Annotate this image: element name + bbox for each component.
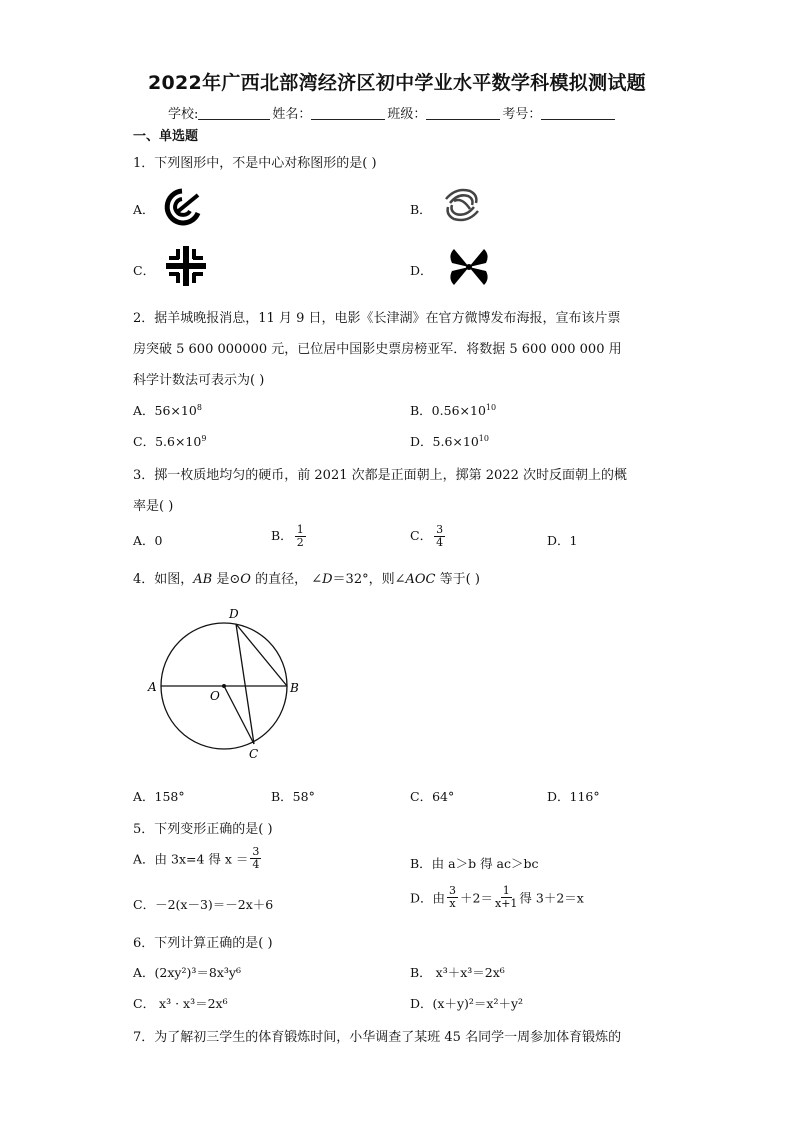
cross-logo-icon (164, 244, 208, 288)
butterfly-logo-icon (446, 245, 492, 289)
name-blank (311, 107, 385, 120)
exam-no-blank (541, 107, 615, 120)
q3-line2: 率是( ) (133, 499, 174, 514)
q3-option-a: A．0 (133, 533, 163, 548)
page-title: 2022年广西北部湾经济区初中学业水平数学科模拟测试题 (148, 72, 646, 94)
q2-line2: 房突破 5 600 000000 元，已位居中国影史票房榜亚军．将数据 5 600 000 000 用 (133, 342, 622, 357)
q4-option-d: D．116° (547, 789, 600, 804)
class-label: 班级： (387, 107, 427, 122)
center-point (222, 684, 226, 688)
q4-option-c: C．64° (410, 789, 455, 804)
exam-no-label: 考号： (502, 107, 542, 122)
q5-stem: 5．下列变形正确的是( ) (133, 822, 273, 837)
section-heading: 一、单选题 (133, 129, 199, 144)
e-logo-icon (160, 187, 204, 227)
q2-line1: 2．据羊城晚报消息，11 月 9 日，电影《长津湖》在官方微博发布海报，宣布该片票 (133, 311, 621, 326)
q6-stem: 6．下列计算正确的是( ) (133, 936, 273, 951)
q2-option-a: A．$56\times 10^8$ (133, 403, 202, 418)
label-d: D (229, 607, 239, 621)
student-info-line (168, 103, 617, 122)
q6-option-d: D．(x＋y)²＝x²＋y² (410, 996, 524, 1011)
q1-option-a: A． (133, 202, 155, 217)
name-label: 姓名： (272, 107, 312, 122)
q4-option-a: A．158° (133, 789, 185, 804)
q7-line1: 7．为了解初三学生的体育锻炼时间，小华调查了某班 45 名同学一周参加体育锻炼的 (133, 1030, 622, 1045)
q2-line3: 科学计数法可表示为( ) (133, 373, 265, 388)
label-c: C (249, 747, 259, 761)
school-blank (198, 107, 270, 120)
q1-option-c: C． (133, 263, 156, 278)
q3-option-c: C． $\frac{3}{4}$ (410, 523, 444, 549)
q3-option-d: D．1 (547, 533, 578, 548)
q4-stem: 4．如图，AB 是⊙O 的直径， ∠D＝32°，则∠AOC 等于( ) (133, 572, 480, 587)
q1-option-b: B． (410, 202, 432, 217)
q4-option-b: B．58° (271, 789, 315, 804)
q5-option-b: B．由 a＞b 得 ac＞bc (410, 856, 539, 871)
q6-option-a: A．(2xy²)³＝8x³y⁶ (133, 965, 241, 980)
label-o: O (210, 689, 220, 703)
china-mobile-logo-icon (440, 183, 484, 227)
q2-option-c: C．$5.6\times 10^9$ (133, 434, 207, 449)
q2-option-d: D．$5.6\times 10^{10}$ (410, 434, 489, 449)
q3-option-b: B． $\frac{1}{2}$ (271, 523, 304, 549)
q5-option-a: A．由 3x=4 得 x ＝ $\frac{3}{4}$ (133, 845, 260, 871)
class-blank (426, 107, 500, 120)
q1-stem: 1．下列图形中，不是中心对称图形的是( ) (133, 156, 377, 171)
q6-option-b: B． x³＋x³＝2x⁶ (410, 965, 505, 980)
q2-option-b: B．$0.56\times 10^{10}$ (410, 403, 497, 418)
q3-line1: 3．掷一枚质地均匀的硬币，前 2021 次都是正面朝上，掷第 2022 次时反面朝上的概 (133, 468, 627, 483)
q5-option-c: C．－2(x－3)＝－2x＋6 (133, 897, 274, 912)
circle-diagram (140, 600, 310, 770)
school-label: 学校: (168, 107, 199, 122)
q5-option-d: D．由 $\frac{3}{x}$ ＋2＝ $\frac{1}{x+1}$ 得 3＋2＝x (410, 884, 584, 910)
label-b: B (290, 681, 299, 695)
q1-option-d: D． (410, 263, 433, 278)
label-a: A (148, 680, 157, 694)
q6-option-c: C． x³ · x³＝2x⁶ (133, 996, 228, 1011)
